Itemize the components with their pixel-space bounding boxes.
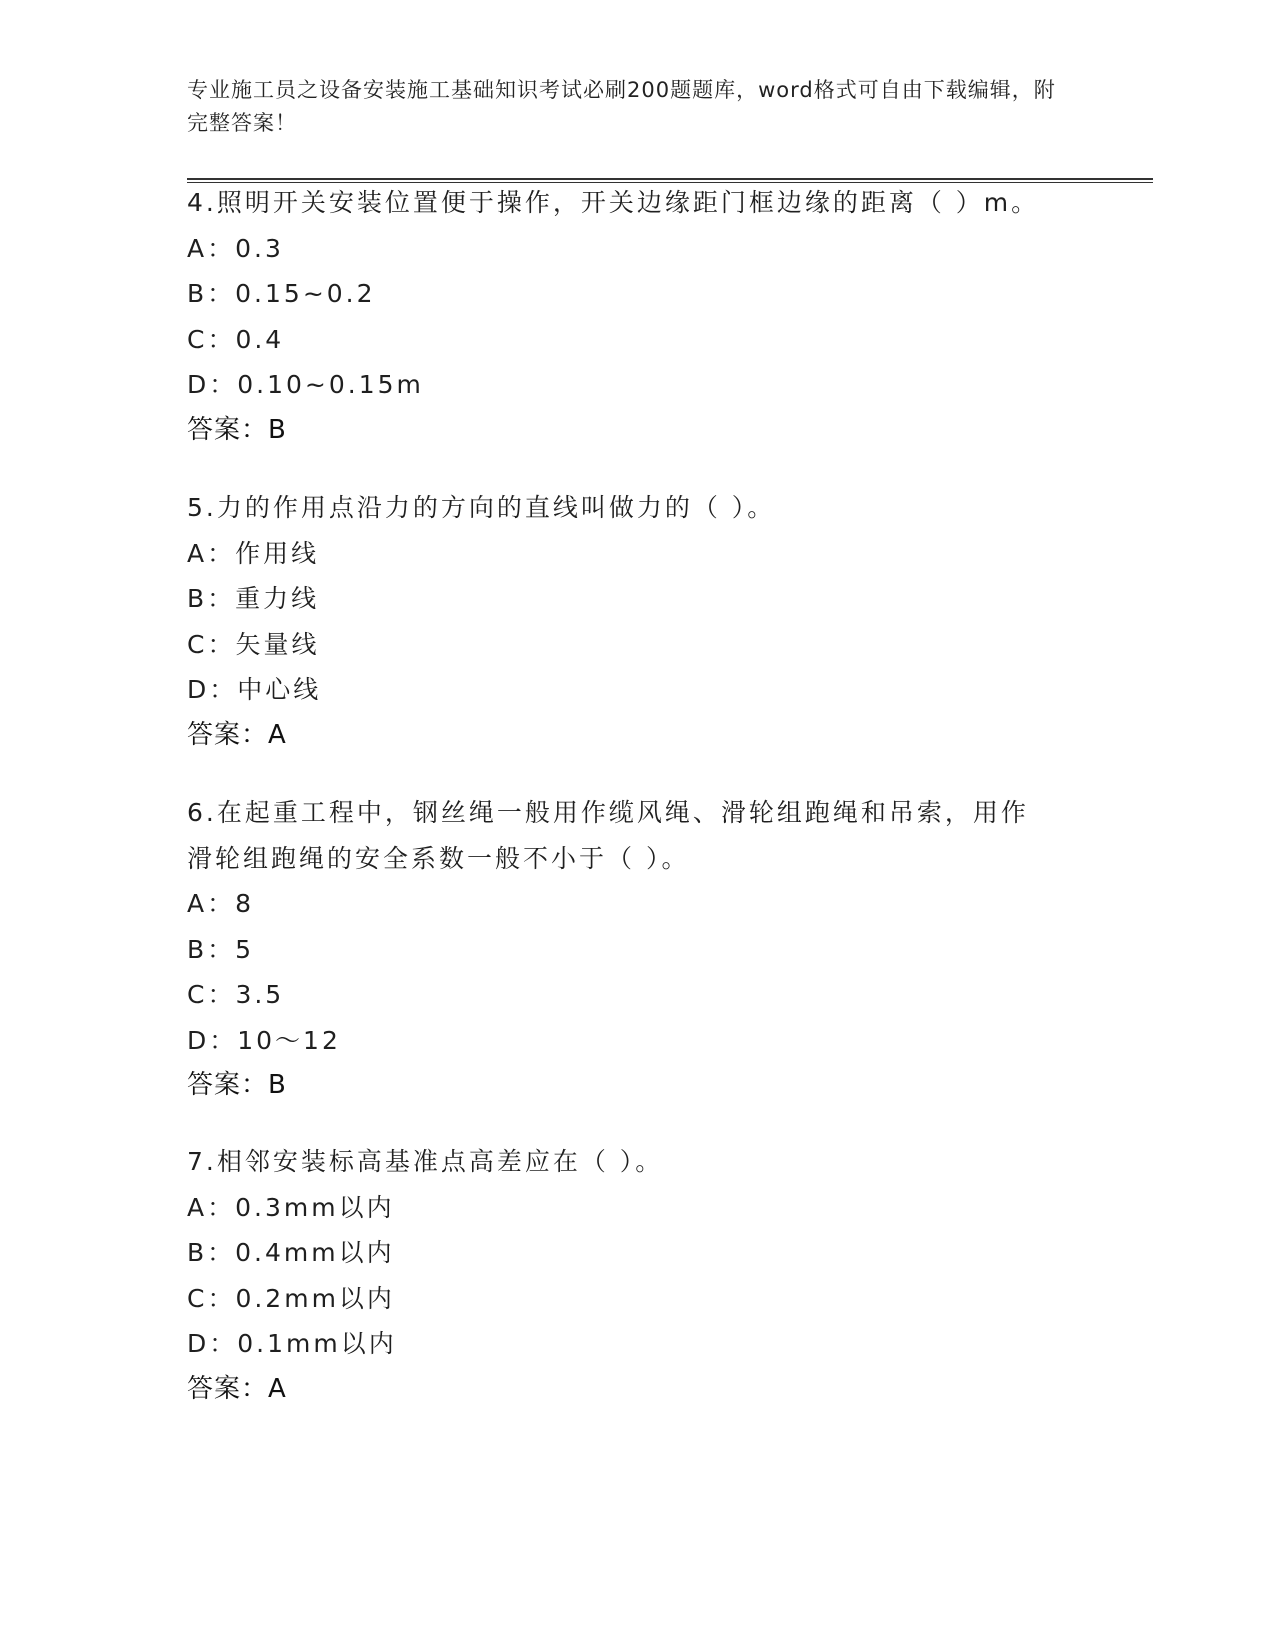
question-7 bbox=[187, 1139, 1107, 1412]
option-d: D：10～12 bbox=[187, 1025, 341, 1055]
option-b: B：重力线 bbox=[187, 584, 320, 613]
answer-label: 答案：A bbox=[187, 1373, 287, 1404]
question-stem-line-2: 滑轮组跑绳的安全系数一般不小于（ ）。 bbox=[187, 843, 690, 873]
question-5 bbox=[187, 485, 1107, 758]
option-a: A：作用线 bbox=[187, 538, 320, 568]
option-d: D：0.1mm以内 bbox=[187, 1329, 397, 1358]
option-c: C：0.2mm以内 bbox=[187, 1283, 395, 1313]
question-stem: 4.照明开关安装位置便于操作，开关边缘距门框边缘的距离（ ）m。 bbox=[187, 188, 1040, 217]
option-b: B：0.4mm以内 bbox=[187, 1238, 395, 1267]
question-stem-line-1: 6.在起重工程中，钢丝绳一般用作缆风绳、滑轮组跑绳和吊索，用作 bbox=[187, 798, 1029, 827]
question-6 bbox=[187, 790, 1107, 1109]
option-a: A：8 bbox=[187, 889, 255, 918]
option-c: C：矢量线 bbox=[187, 629, 320, 659]
answer-label: 答案：B bbox=[187, 414, 287, 445]
option-c: C：3.5 bbox=[187, 980, 285, 1009]
option-b: B：5 bbox=[187, 934, 255, 964]
option-c: C：0.4 bbox=[187, 324, 285, 354]
option-a: A：0.3mm以内 bbox=[187, 1192, 395, 1222]
header-title: 专业施工员之设备安装施工基础知识考试必刷200题题库，word格式可自由下载编辑，附完整答案！ bbox=[187, 78, 1056, 135]
question-4 bbox=[187, 180, 1107, 453]
option-d: D：中心线 bbox=[187, 675, 322, 704]
option-d: D：0.10~0.15m bbox=[187, 370, 424, 399]
answer-label: 答案：A bbox=[187, 719, 287, 750]
option-b: B：0.15~0.2 bbox=[187, 279, 376, 308]
question-stem: 5.力的作用点沿力的方向的直线叫做力的（ ）。 bbox=[187, 493, 776, 522]
document-header bbox=[187, 74, 1067, 140]
question-stem: 7.相邻安装标高基准点高差应在（ ）。 bbox=[187, 1147, 664, 1176]
option-a: A：0.3 bbox=[187, 233, 284, 263]
answer-label: 答案：B bbox=[187, 1070, 287, 1100]
